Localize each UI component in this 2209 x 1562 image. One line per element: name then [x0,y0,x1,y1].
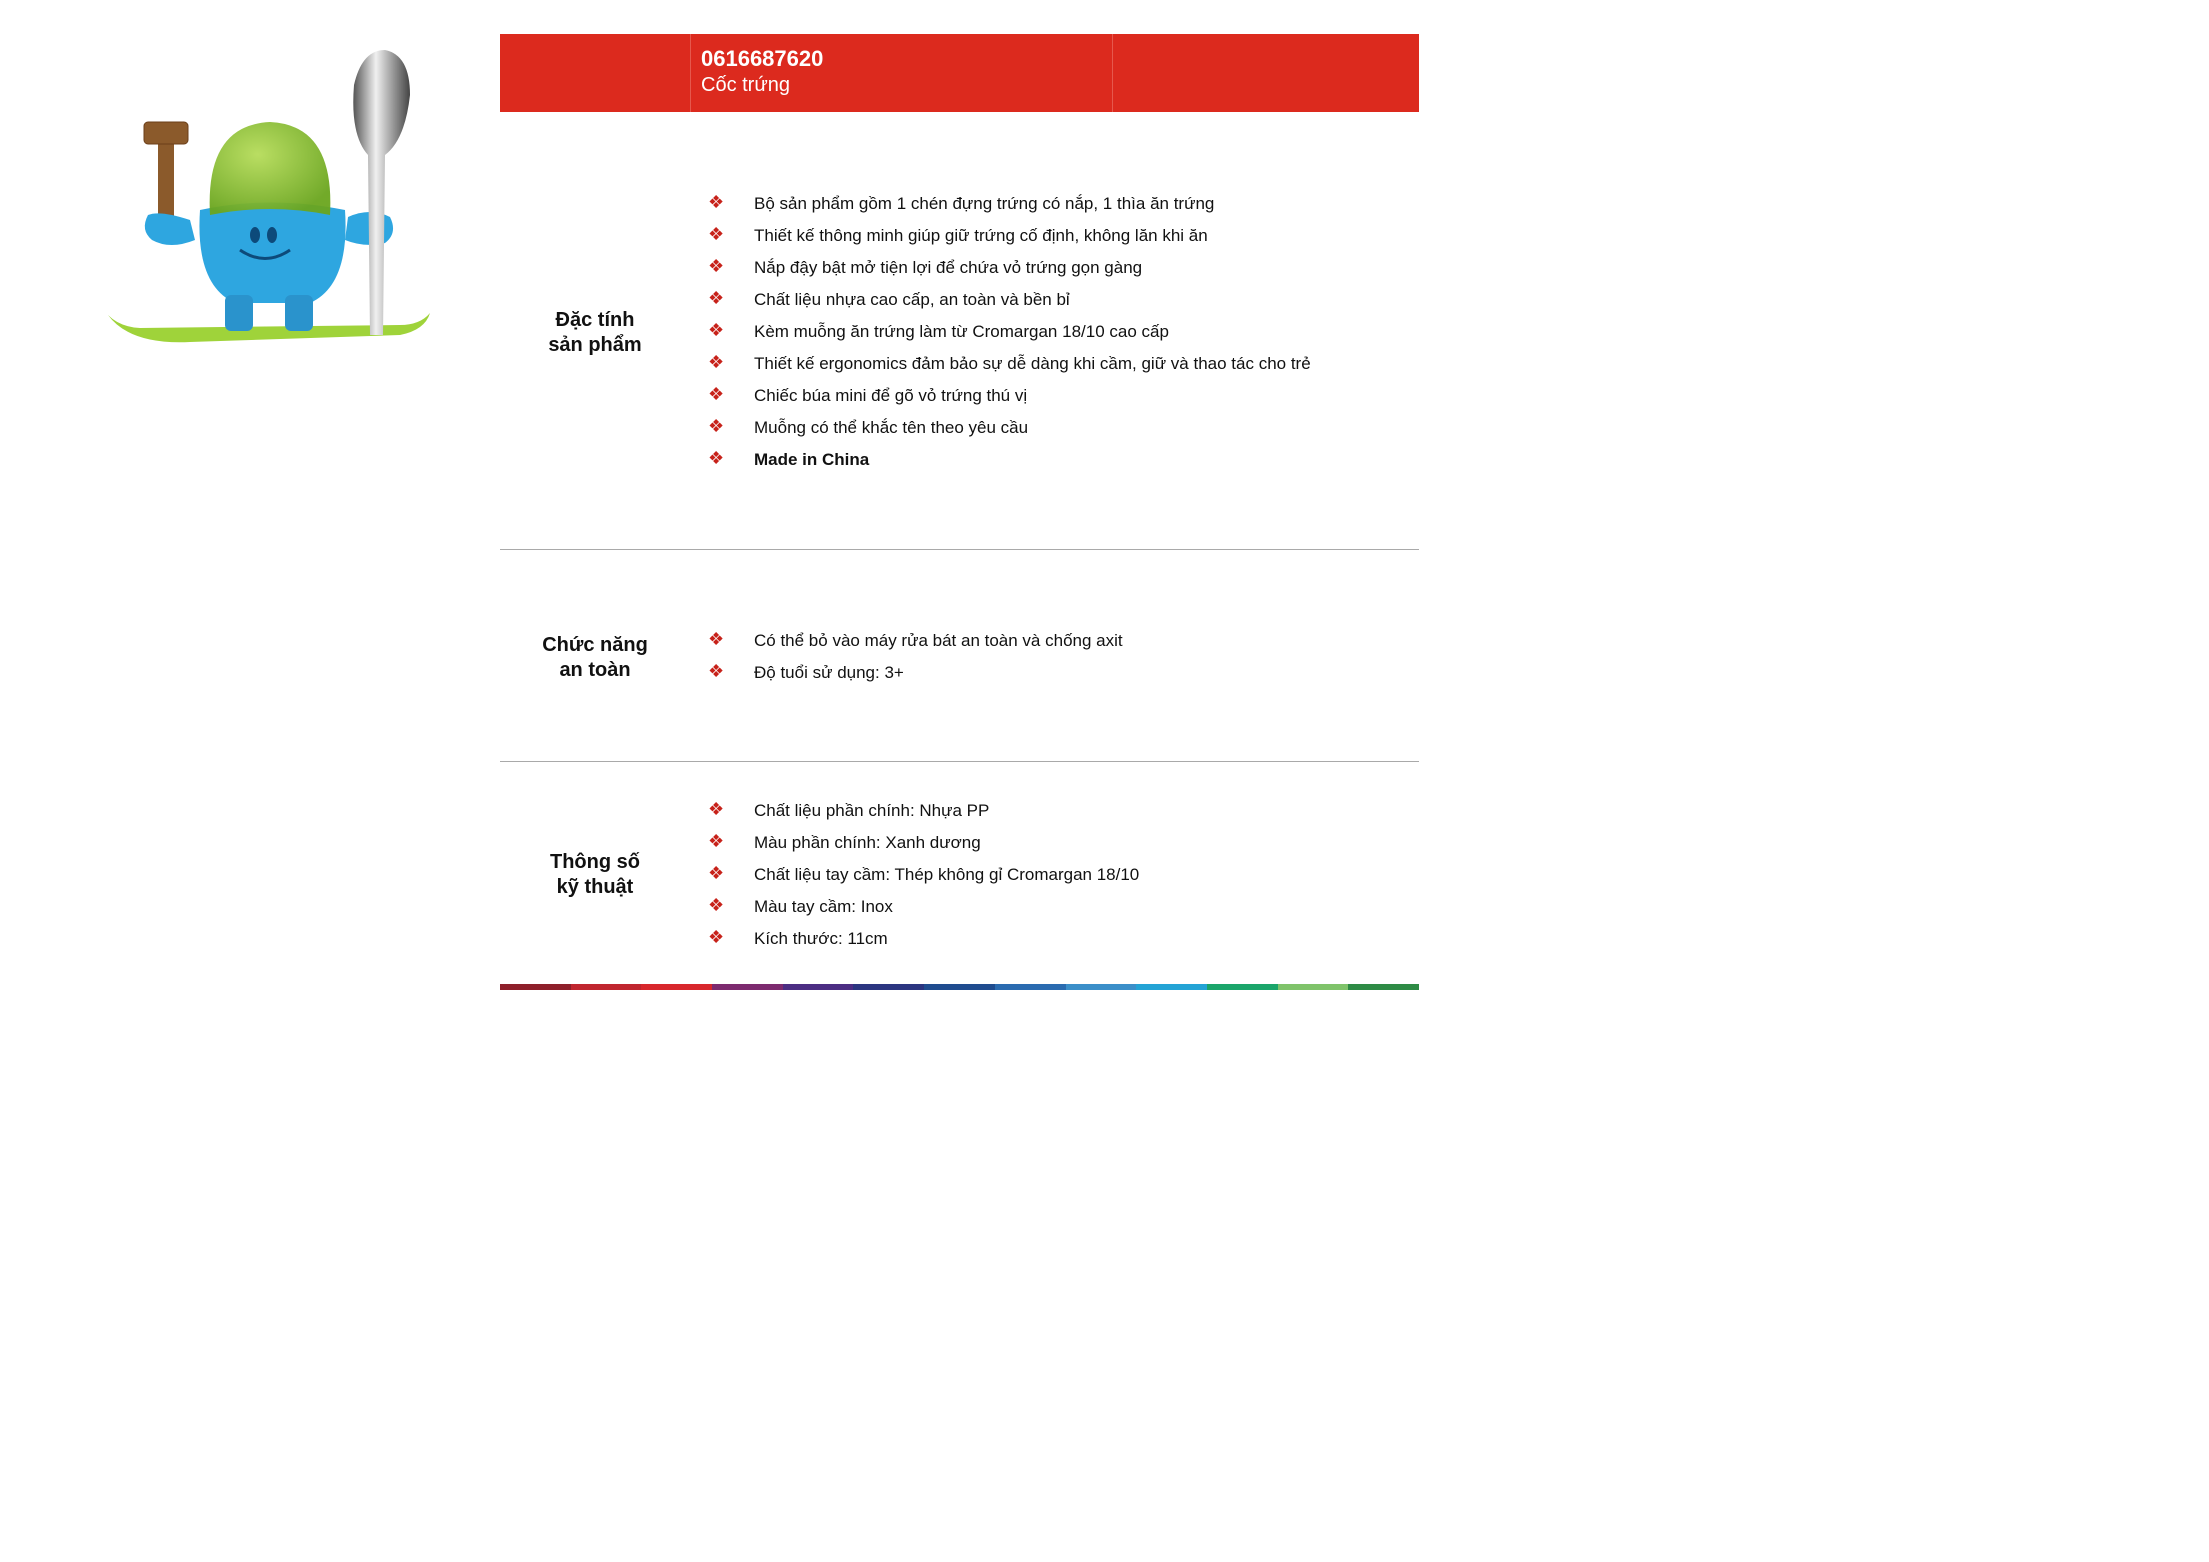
list-item [708,865,1139,897]
bullet-icon: ❖ [708,352,725,372]
bullet-icon: ❖ [708,384,725,404]
section-label-line: kỹ thuật [556,876,634,898]
list-item [708,450,1311,482]
section-label-line: Thông số [550,851,640,873]
section-label-line: Chức năng [542,634,648,656]
list-item-text: Bộ sản phẩm gồm 1 chén đựng trứng có nắp, 1 thìa ăn trứng [754,194,1215,213]
list-item-text: Chất liệu tay cầm: Thép không gỉ Cromargan 18/10 [754,865,1140,884]
list-item [708,322,1311,354]
bullet-icon: ❖ [708,448,725,468]
egg-cup-body [199,203,345,304]
list-item [708,929,1139,961]
product-image [100,45,440,355]
bullet-icon: ❖ [708,288,725,308]
list-item [708,194,1311,226]
list-item-text: Chiếc búa mini để gõ vỏ trứng thú vị [754,386,1028,405]
hammer-handle [158,140,174,218]
section-label-safety [500,633,690,683]
bullet-icon: ❖ [708,416,725,436]
color-strip-segment [641,984,712,990]
list-item-text: Chất liệu nhựa cao cấp, an toàn và bền bỉ [754,290,1070,309]
color-strip-segment [924,984,995,990]
list-item-text: Kích thước: 11cm [754,929,888,948]
color-strip-segment [1207,984,1278,990]
list-item [708,258,1311,290]
section-label-line: sản phẩm [548,334,642,356]
color-strip-segment [1136,984,1207,990]
egg-lid [210,122,331,215]
header-divider [1112,34,1113,112]
hammer-head [144,122,188,144]
product-code: 0616687620 [701,46,824,71]
color-strip-segment [1278,984,1349,990]
header-band [500,34,1419,112]
list-item [708,386,1311,418]
color-strip-segment [1348,984,1419,990]
list-item-text: Thiết kế ergonomics đảm bảo sự dễ dàng khi cầm, giữ và thao tác cho trẻ [754,354,1311,373]
list-item [708,418,1311,450]
color-strip-segment [571,984,642,990]
list-item [708,663,1123,695]
color-strip-segment [783,984,854,990]
list-item-text: Nắp đậy bật mở tiện lợi để chứa vỏ trứng gọn gàng [754,258,1143,277]
bullet-icon: ❖ [708,629,725,649]
feature-list [708,194,1311,482]
list-item [708,897,1139,929]
list-item-text: Muỗng có thể khắc tên theo yêu cầu [754,418,1029,437]
section-label-specs [500,850,690,900]
color-strip-segment [1066,984,1137,990]
bullet-icon: ❖ [708,831,725,851]
bullet-icon: ❖ [708,224,725,244]
list-item-text: Màu phần chính: Xanh dương [754,833,981,852]
product-name: Cốc trứng [701,74,790,96]
spoon [353,50,410,335]
section-divider [500,761,1419,762]
safety-list [708,631,1123,695]
list-item [708,226,1311,258]
bullet-icon: ❖ [708,661,725,681]
list-item-text: Độ tuổi sử dụng: 3+ [754,663,904,682]
bullet-icon: ❖ [708,320,725,340]
header-divider [690,34,691,112]
list-item [708,290,1311,322]
bullet-icon: ❖ [708,192,725,212]
spec-list [708,801,1139,961]
bullet-icon: ❖ [708,256,725,276]
color-strip [500,984,1419,990]
color-strip-segment [853,984,924,990]
list-item [708,801,1139,833]
color-strip-segment [712,984,783,990]
list-item-text: Kèm muỗng ăn trứng làm từ Cromargan 18/10 cao cấp [754,322,1169,341]
section-label-features [500,308,690,358]
list-item [708,354,1311,386]
color-strip-segment [500,984,571,990]
bullet-icon: ❖ [708,895,725,915]
list-item-text: Thiết kế thông minh giúp giữ trứng cố định, không lăn khi ăn [754,226,1208,245]
list-item-text: Made in China [754,450,870,469]
section-label-line: an toàn [559,659,631,681]
list-item [708,833,1139,865]
list-item-text: Màu tay cầm: Inox [754,897,893,916]
list-item [708,631,1123,663]
bullet-icon: ❖ [708,927,725,947]
list-item-text: Chất liệu phần chính: Nhựa PP [754,801,990,820]
list-item-text: Có thể bỏ vào máy rửa bát an toàn và chống axit [754,631,1123,650]
bullet-icon: ❖ [708,799,725,819]
section-divider [500,549,1419,550]
color-strip-segment [995,984,1066,990]
bullet-icon: ❖ [708,863,725,883]
section-label-line: Đặc tính [555,309,635,331]
